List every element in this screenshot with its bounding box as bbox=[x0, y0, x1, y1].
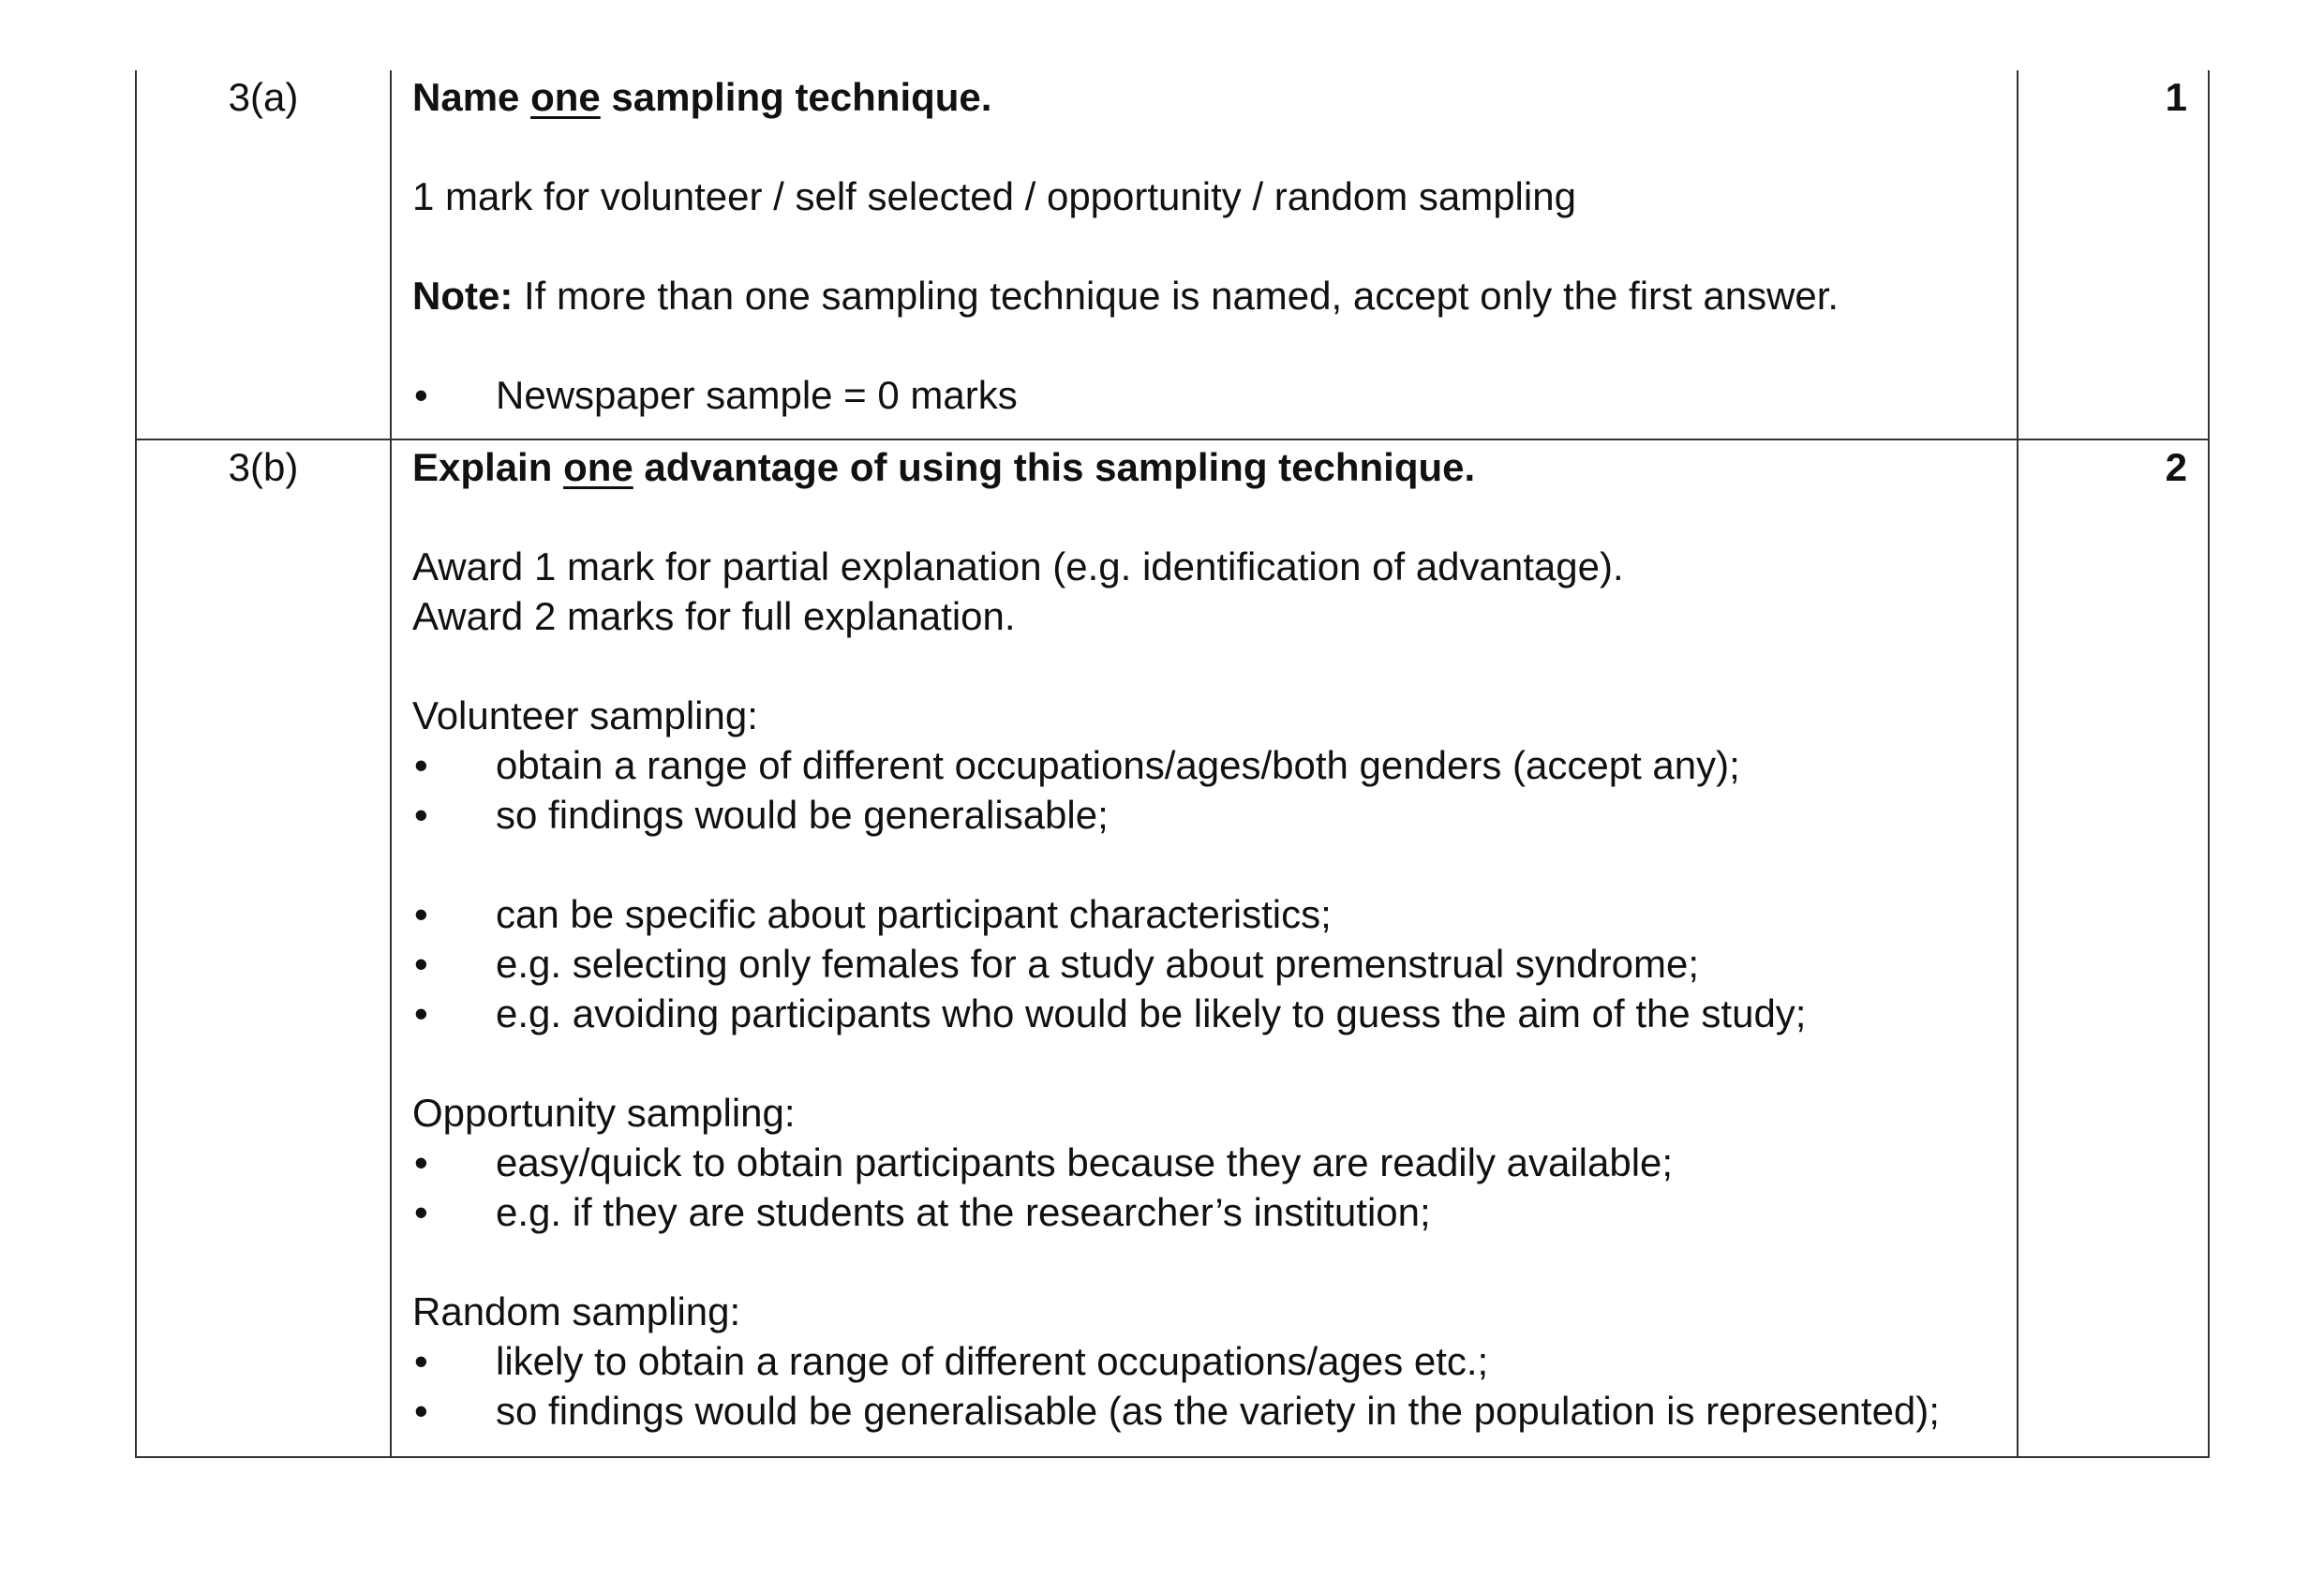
opportunity-heading: Opportunity sampling: bbox=[412, 1091, 796, 1135]
list-item: • obtain a range of different occupations/ages/both genders (accept any); bbox=[412, 740, 1994, 790]
list-item: • easy/quick to obtain participants because they are readily available; bbox=[412, 1138, 1994, 1187]
mark-guidance: 1 mark for volunteer / self selected / opportunity / random sampling bbox=[412, 174, 1576, 218]
marks-value: 1 bbox=[2165, 75, 2187, 119]
marks-value: 2 bbox=[2165, 445, 2187, 489]
question-title-emphasis: one bbox=[563, 445, 633, 489]
answer-cell bbox=[391, 70, 2018, 439]
volunteer-heading: Volunteer sampling: bbox=[412, 693, 758, 737]
question-row-3b bbox=[136, 439, 2209, 1457]
award-full: Award 2 marks for full explanation. bbox=[412, 594, 1016, 638]
bullet-list bbox=[412, 370, 1994, 420]
question-title-end: advantage of using this sampling technique. bbox=[633, 445, 1476, 489]
note-label: Note: bbox=[412, 274, 514, 318]
mark-scheme-table bbox=[135, 70, 2210, 1458]
question-title bbox=[412, 72, 1994, 122]
question-title-end: sampling technique. bbox=[600, 75, 992, 119]
question-number-cell bbox=[136, 70, 391, 439]
list-item: • e.g. selecting only females for a study about premenstrual syndrome; bbox=[412, 939, 1994, 989]
question-title-emphasis: one bbox=[530, 75, 601, 119]
answer-cell bbox=[391, 439, 2018, 1457]
question-title-start: Name bbox=[412, 75, 531, 119]
random-bullet-list bbox=[412, 1336, 1994, 1436]
marks-cell bbox=[2018, 439, 2209, 1457]
volunteer-bullet-list-2 bbox=[412, 889, 1994, 1038]
list-item: • likely to obtain a range of different occupations/ages etc.; bbox=[412, 1336, 1994, 1386]
question-title-start: Explain bbox=[412, 445, 564, 489]
award-partial: Award 1 mark for partial explanation (e.g. identification of advantage). bbox=[412, 544, 1624, 588]
list-item: • Newspaper sample = 0 marks bbox=[412, 370, 1994, 420]
list-item: • e.g. avoiding participants who would be likely to guess the aim of the study; bbox=[412, 989, 1994, 1038]
list-item: • so findings would be generalisable (as the variety in the population is represented); bbox=[412, 1386, 1994, 1436]
list-item: • so findings would be generalisable; bbox=[412, 790, 1994, 840]
question-number-cell bbox=[136, 439, 391, 1457]
marks-cell bbox=[2018, 70, 2209, 439]
question-row-3a bbox=[136, 70, 2209, 439]
note bbox=[412, 271, 1994, 320]
question-number: 3(a) bbox=[228, 75, 299, 119]
note-text: If more than one sampling technique is named, accept only the first answer. bbox=[513, 274, 1840, 318]
question-title bbox=[412, 442, 1994, 492]
volunteer-bullet-list bbox=[412, 740, 1994, 840]
list-item: • e.g. if they are students at the researcher’s institution; bbox=[412, 1187, 1994, 1237]
opportunity-bullet-list bbox=[412, 1138, 1994, 1237]
random-heading: Random sampling: bbox=[412, 1289, 741, 1333]
list-item: • can be specific about participant characteristics; bbox=[412, 889, 1994, 939]
question-number: 3(b) bbox=[228, 445, 299, 489]
